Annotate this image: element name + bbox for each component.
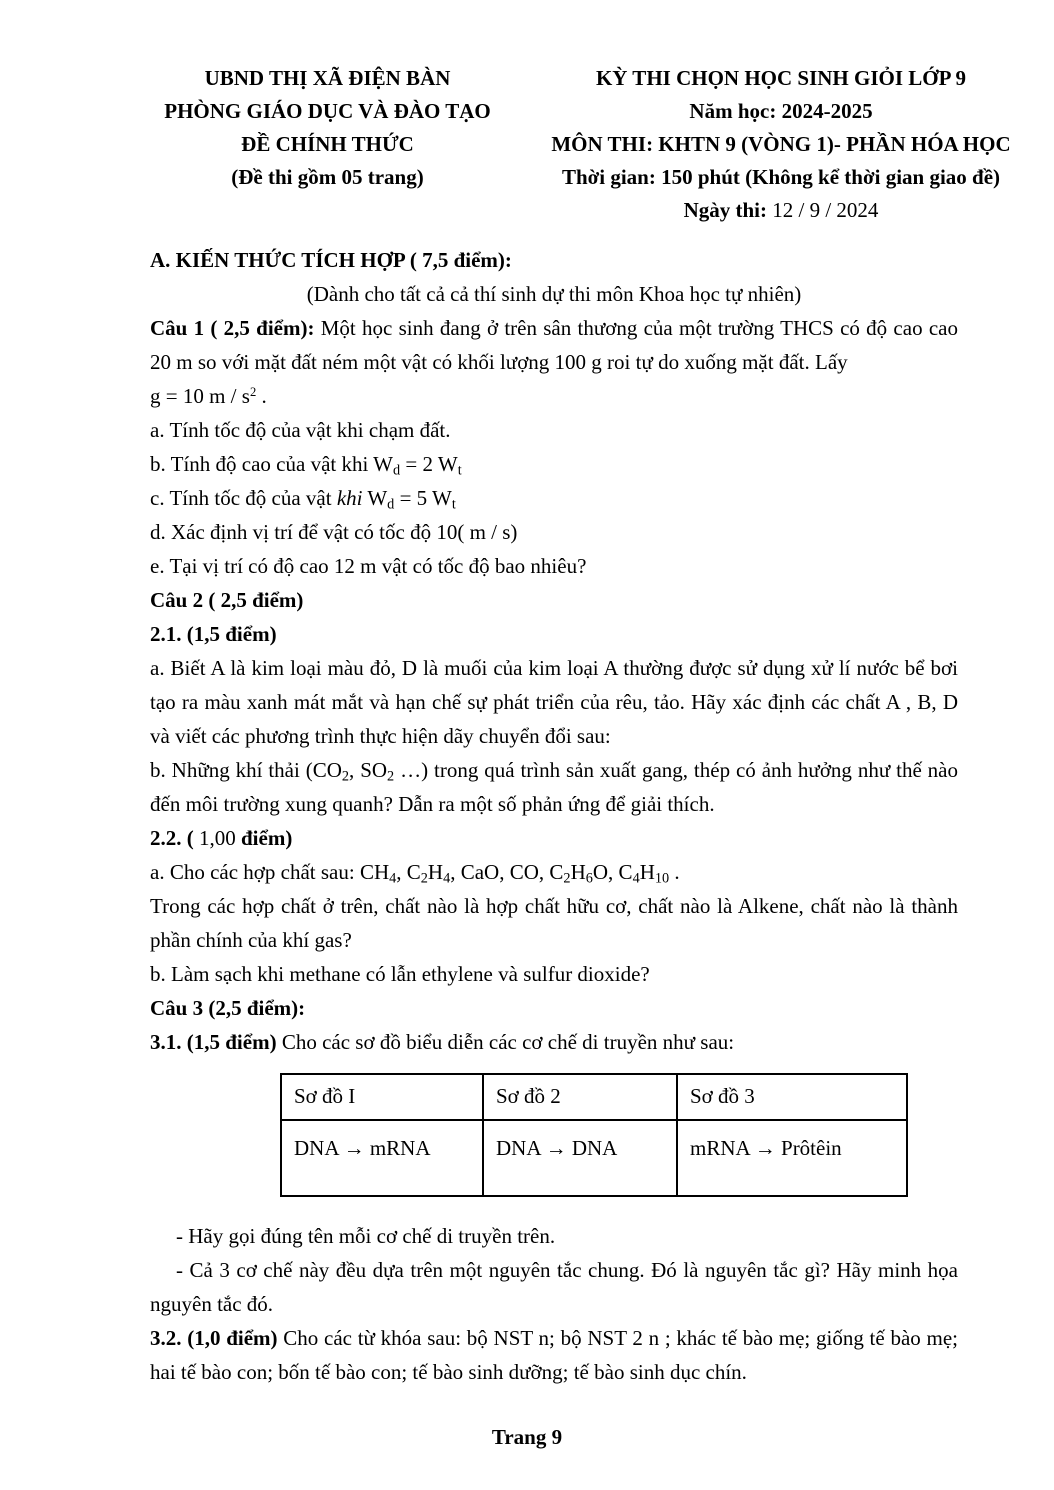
official-exam-label: ĐỀ CHÍNH THỨC (241, 132, 414, 156)
table-cell: DNA → DNA (483, 1120, 677, 1196)
authority-line-2: PHÒNG GIÁO DỤC VÀ ĐÀO TẠO (164, 99, 491, 123)
page-count-note: (Đề thi gồm 05 trang) (231, 165, 424, 189)
cau2-heading: Câu 2 ( 2,5 điểm) (150, 588, 304, 612)
cau1-item-e: e. Tại vị trí có độ cao 12 m vật có tốc độ bao nhiêu? (150, 554, 587, 578)
page-footer: Trang 9 (491, 1425, 563, 1449)
table-header-row (281, 1074, 907, 1120)
section-2-2-heading: 2.2. ( 1,00 điểm) (150, 826, 293, 850)
authority-line-1: UBND THỊ XÃ ĐIỆN BÀN (204, 66, 451, 90)
section-2-1-item-b: b. Những khí thải ($CO_2$, $SO_2$ …) trong quá trình sản xuất gang, thép có ảnh hưởng như thế nào đến môi trường xung quanh? Dẫn ra một số phản ứng để giải thích. (150, 758, 958, 816)
exam-title: KỲ THI CHỌN HỌC SINH GIỎI LỚP 9 (595, 66, 967, 90)
subject-line: MÔN THI: KHTN 9 (VÒNG 1)- PHẦN HÓA HỌC (551, 132, 1011, 156)
document-header (0, 62, 1054, 227)
cau1-formula: g = 10 m / $s^2$ . (150, 384, 267, 408)
school-year: Năm học: 2024-2025 (689, 99, 873, 123)
section-2-2-item-b: b. Làm sạch khi methane có lẫn ethylene và sulfur dioxide? (150, 962, 650, 986)
cau1-item-b: b. Tính độ cao của vật khi $W_d = 2$ $W_t$ (150, 452, 462, 479)
section-3-2-intro: 3.2. (1,0 điểm) Cho các từ khóa sau: bộ NST n; bộ NST 2 n ; khác tế bào mẹ; giống tế bào mẹ; hai tế bào con; bốn tế bào con; tế bào sinh dưỡng; tế bào sinh dục chín. (150, 1326, 958, 1384)
exam-date-label: Ngày thi: (683, 198, 773, 222)
document-body (0, 227, 1054, 1389)
section-a-heading: A. KIẾN THỨC TÍCH HỢP ( 7,5 điểm): (150, 248, 512, 272)
section-3-1-intro: 3.1. (1,5 điểm) Cho các sơ đồ biểu diễn các cơ chế di truyền như sau: (150, 1030, 735, 1054)
genetics-diagram-table (280, 1073, 908, 1197)
exam-date-value: 12 / 9 / 2024 (772, 198, 879, 222)
section-a-note: (Dành cho tất cả cả thí sinh dự thi môn Khoa học tự nhiên) (306, 282, 802, 306)
table-header-cell: Sơ đồ I (281, 1074, 483, 1120)
table-header-cell: Sơ đồ 2 (483, 1074, 677, 1120)
duration-line: Thời gian: 150 phút (Không kể thời gian giao đề) (561, 165, 1001, 189)
cau3-heading: Câu 3 (2,5 điểm): (150, 996, 306, 1020)
table-cell: mRNA → Prôtêin (677, 1120, 907, 1196)
cau1-item-d: d. Xác định vị trí để vật có tốc độ 10( m / s) (150, 520, 518, 544)
table-row (281, 1120, 907, 1196)
cau1-item-c: c. Tính tốc độ của vật khi $W_d = 5$ $W_t$ (150, 486, 456, 513)
table-cell: DNA → mRNA (281, 1120, 483, 1196)
table-header-cell: Sơ đồ 3 (677, 1074, 907, 1120)
section-3-1-dash-2: - Cả 3 cơ chế này đều dựa trên một nguyên tắc chung. Đó là nguyên tắc gì? Hãy minh họa nguyên tắc đó. (150, 1258, 958, 1316)
section-2-1-item-a: a. Biết A là kim loại màu đỏ, D là muối của kim loại A thường được sử dụng xử lí nước bể bơi tạo ra màu xanh mát mắt và hạn chế sự phát triển của rêu, tảo. Hãy xác định các chất A , B, D và viết các phương trình thực hiện dãy chuyển đổi sau: (150, 656, 958, 748)
exam-date-line (532, 194, 1030, 227)
section-2-1-heading: 2.1. (1,5 điểm) (150, 622, 277, 646)
issuing-authority-block (150, 62, 505, 227)
section-2-2-item-a: a. Cho các hợp chất sau: $CH_4$, $C_2H_4$, CaO, CO, $C_2H_6O$, $C_4H_{10}$ . (150, 860, 680, 887)
cau1-intro: Câu 1 ( 2,5 điểm): Một học sinh đang ở trên sân thương của một trường THCS có độ cao cao 20 m so với mặt đất ném một vật có khối lượng 100 g roi tự do xuống mặt đất. Lấy (150, 316, 958, 374)
cau1-item-a: a. Tính tốc độ của vật khi chạm đất. (150, 418, 451, 442)
section-3-1-dash-1: - Hãy gọi đúng tên mỗi cơ chế di truyền trên. (176, 1224, 556, 1248)
exam-title-block (532, 62, 1030, 227)
section-2-2-question: Trong các hợp chất ở trên, chất nào là hợp chất hữu cơ, chất nào là Alkene, chất nào là thành phần chính của khí gas? (150, 894, 958, 952)
